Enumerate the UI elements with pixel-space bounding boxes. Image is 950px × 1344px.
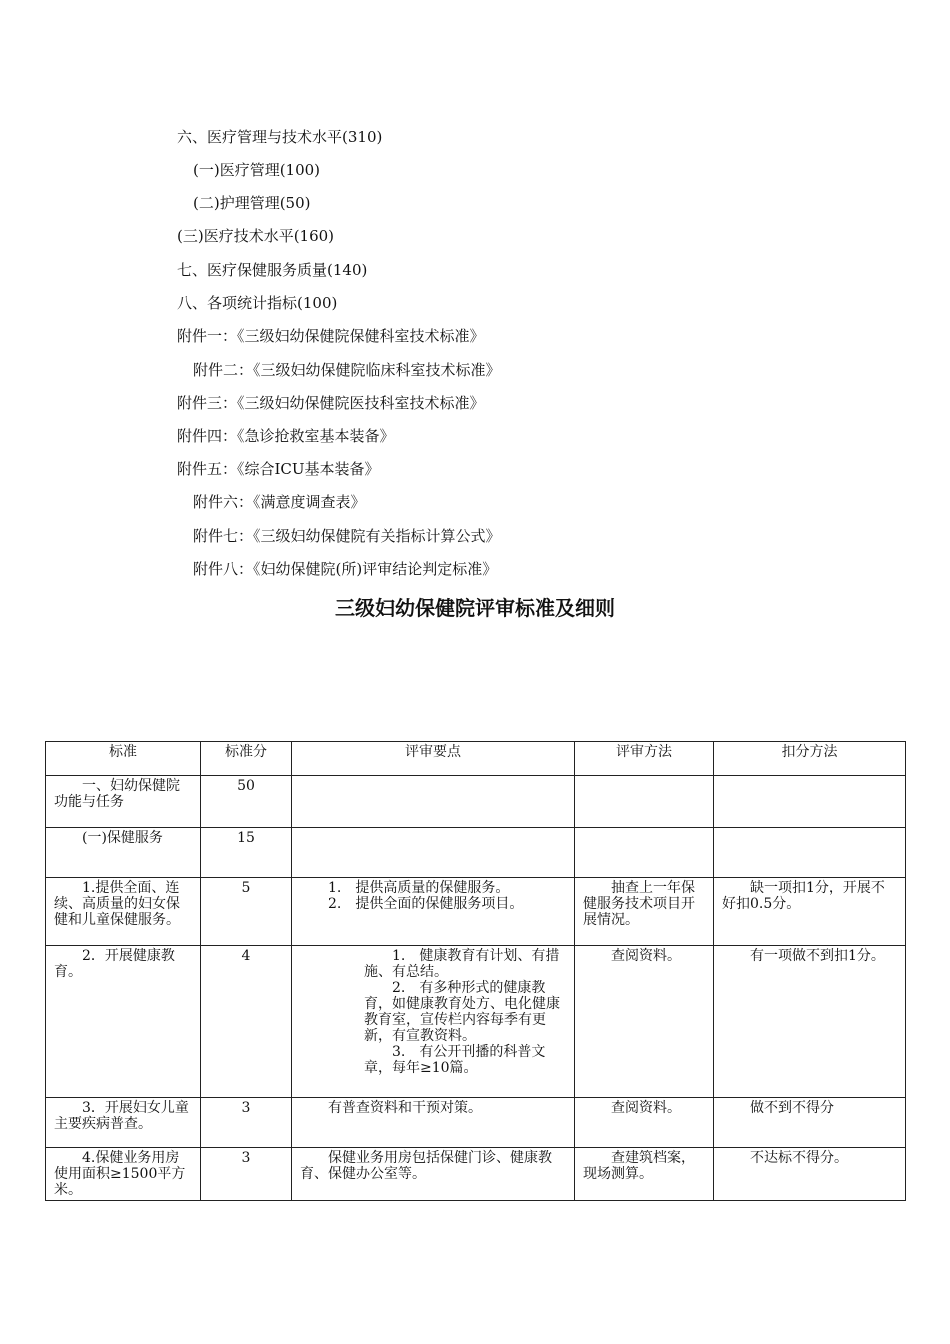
- row-deduction: 不达标不得分。: [714, 1148, 906, 1201]
- row-method: [575, 776, 714, 828]
- row-standard: 一、妇幼保健院功能与任务: [46, 776, 201, 828]
- row-method: [575, 828, 714, 878]
- table-row: [46, 776, 906, 828]
- row-standard: 3．开展妇女儿童主要疾病普查。: [46, 1098, 201, 1148]
- row-points: [292, 1098, 575, 1148]
- row-deduction: [714, 828, 906, 878]
- standards-table: [45, 741, 906, 1201]
- toc-item: 附件四：《急诊抢救室基本装备》: [177, 427, 395, 445]
- row-method: 查阅资料。: [575, 1098, 714, 1148]
- header-deduction: 扣分方法: [714, 742, 906, 776]
- row-score: 15: [201, 828, 292, 878]
- header-score: 标准分: [201, 742, 292, 776]
- row-score: 3: [201, 1098, 292, 1148]
- row-deduction: 缺一项扣1分，开展不好扣0.5分。: [714, 878, 906, 946]
- point-item: 2. 有多种形式的健康教育，如健康教育处方、电化健康教育室，宣传栏内容每季有更新，有宣教资料。: [364, 980, 560, 1044]
- table-row: [46, 878, 906, 946]
- table-row: [46, 828, 906, 878]
- row-method: 抽查上一年保健服务技术项目开展情况。: [575, 878, 714, 946]
- point-item: 3. 有公开刊播的科普文章，每年≥10篇。: [364, 1044, 546, 1076]
- row-points: [292, 946, 575, 1098]
- row-score: 3: [201, 1148, 292, 1201]
- toc-item: 八、各项统计指标(100): [177, 294, 338, 312]
- row-method: 查阅资料。: [575, 946, 714, 1098]
- toc-item: 附件三：《三级妇幼保健院医技科室技术标准》: [177, 394, 485, 412]
- point-item: 有普查资料和干预对策。: [328, 1100, 482, 1116]
- row-score: 4: [201, 946, 292, 1098]
- row-method: 查建筑档案，现场测算。: [575, 1148, 714, 1201]
- toc-item: 附件六：《满意度调查表》: [193, 493, 366, 511]
- toc-item: (三)医疗技术水平(160): [177, 227, 335, 245]
- row-standard: 2．开展健康教育。: [46, 946, 201, 1098]
- toc-item: 六、医疗管理与技术水平(310): [177, 128, 383, 146]
- toc-item: 附件八：《妇幼保健院(所)评审结论判定标准》: [193, 560, 498, 578]
- header-points: 评审要点: [292, 742, 575, 776]
- toc-item: (二)护理管理(50): [193, 194, 311, 212]
- row-standard: 1.提供全面、连续、高质量的妇女保健和儿童保健服务。: [46, 878, 201, 946]
- table-header-row: [46, 742, 906, 776]
- row-deduction: [714, 776, 906, 828]
- document-title: 三级妇幼保健院评审标准及细则: [335, 596, 615, 620]
- toc-item: 七、医疗保健服务质量(140): [177, 261, 368, 279]
- toc-item: 附件一：《三级妇幼保健院保健科室技术标准》: [177, 327, 485, 345]
- row-score: 5: [201, 878, 292, 946]
- header-method: 评审方法: [575, 742, 714, 776]
- row-points: [292, 828, 575, 878]
- row-score: 50: [201, 776, 292, 828]
- row-points: [292, 1148, 575, 1201]
- toc-item: 附件七：《三级妇幼保健院有关指标计算公式》: [193, 527, 501, 545]
- toc-item: 附件二：《三级妇幼保健院临床科室技术标准》: [193, 361, 501, 379]
- row-points: [292, 776, 575, 828]
- table-row: [46, 946, 906, 1098]
- table-row: [46, 1148, 906, 1201]
- table-row: [46, 1098, 906, 1148]
- row-deduction: 有一项做不到扣1分。: [714, 946, 906, 1098]
- header-standard: 标准: [46, 742, 201, 776]
- row-standard: 4.保健业务用房使用面积≥1500平方米。: [46, 1148, 201, 1201]
- toc-item: 附件五：《综合ICU基本装备》: [177, 460, 380, 478]
- point-item: 1. 健康教育有计划、有措施、有总结。: [364, 948, 560, 980]
- row-deduction: 做不到不得分: [714, 1098, 906, 1148]
- toc-item: (一)医疗管理(100): [193, 161, 321, 179]
- row-points: [292, 878, 575, 946]
- point-item: 保健业务用房包括保健门诊、健康教育、保健办公室等。: [300, 1150, 552, 1182]
- point-item: 1. 提供高质量的保健服务。: [328, 880, 510, 896]
- row-standard: (一)保健服务: [46, 828, 201, 878]
- point-item: 2. 提供全面的保健服务项目。: [328, 896, 524, 912]
